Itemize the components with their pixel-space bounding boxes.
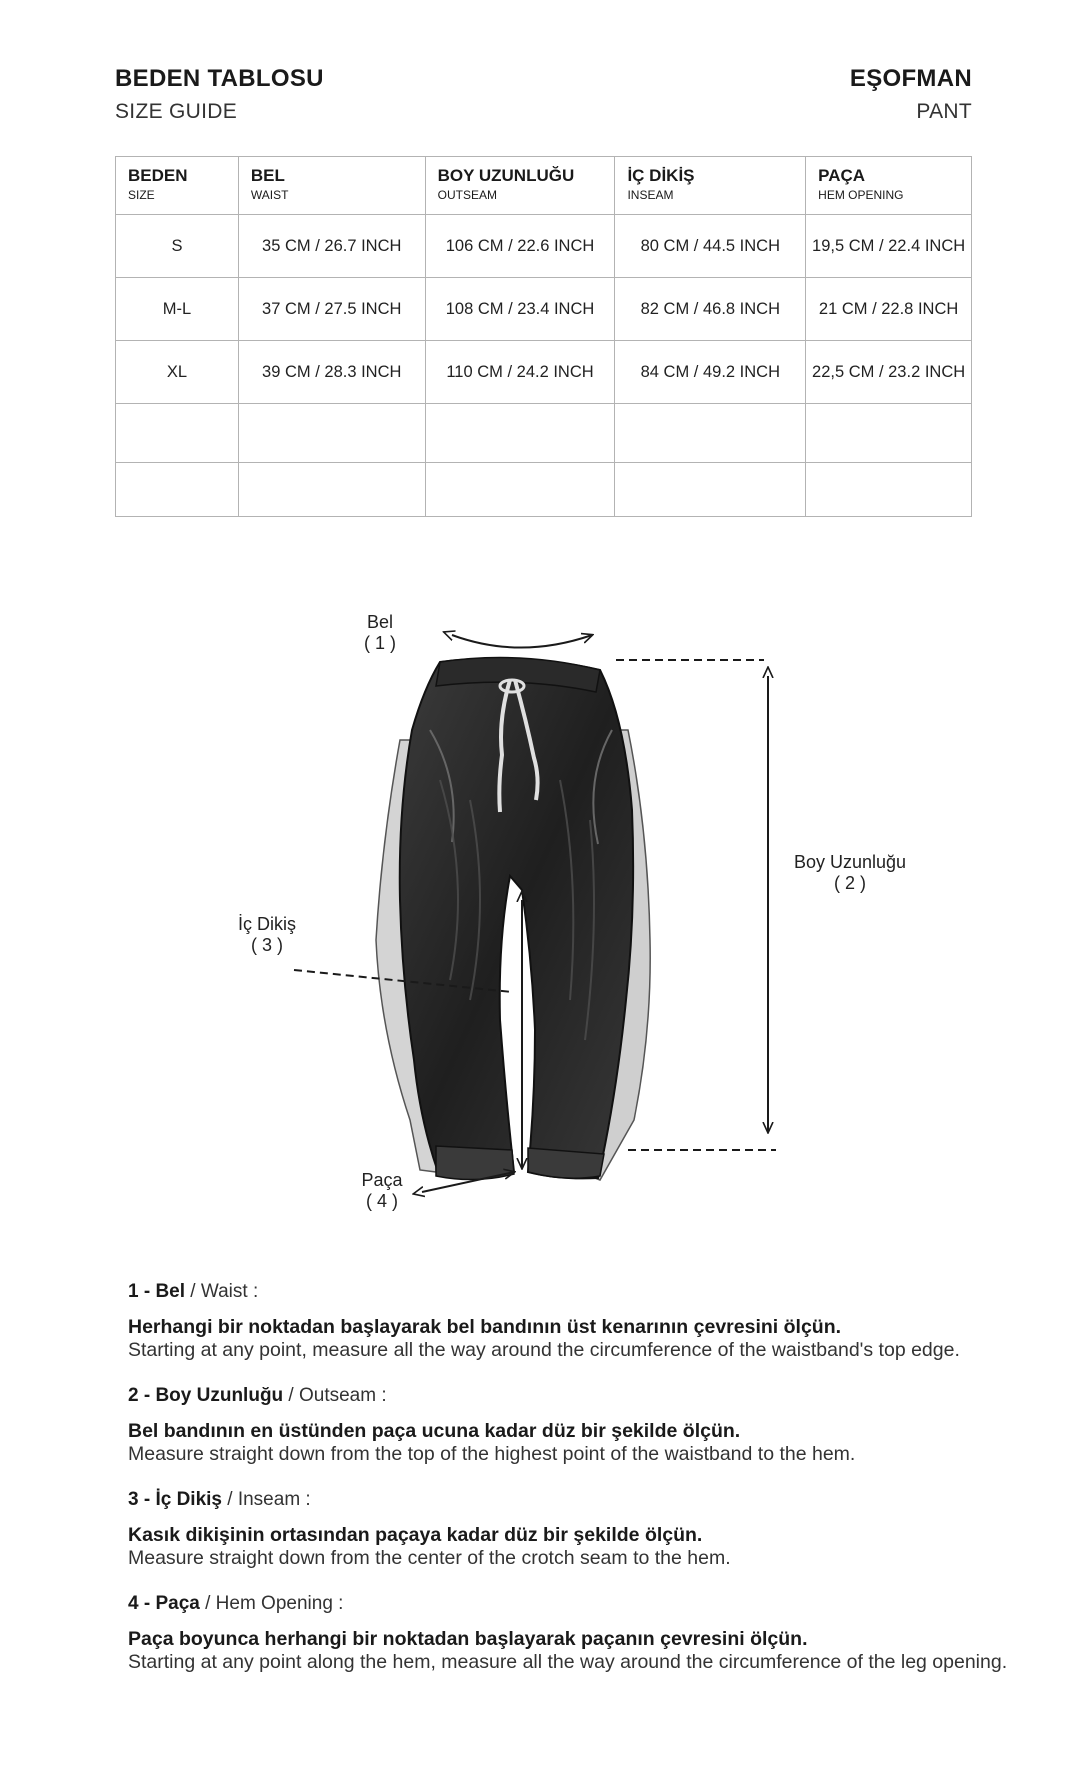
pants-illustration xyxy=(0,580,1086,1240)
product-title: EŞOFMAN xyxy=(849,65,972,92)
size-table xyxy=(115,156,972,517)
note-text-en: Measure straight down from the center of the crotch seam to the hem. xyxy=(128,1547,731,1569)
note-text-tr: Bel bandının en üstünden paça ucuna kadar düz bir şekilde ölçün. xyxy=(128,1420,741,1442)
label-ic-dikis-text: İç Dikiş xyxy=(238,914,296,934)
table-cell: S xyxy=(116,215,239,278)
note-inseam xyxy=(128,1488,1008,1570)
table-cell-empty xyxy=(806,463,972,517)
note-text-en: Starting at any point along the hem, measure all the way around the circumference of the leg opening. xyxy=(128,1651,1008,1673)
col-header-sublabel: OUTSEAM xyxy=(437,188,497,202)
table-cell-empty xyxy=(116,404,239,463)
note-number: 3 - İç Dikiş xyxy=(128,1489,222,1510)
table-cell: 82 CM / 46.8 INCH xyxy=(615,278,806,341)
note-number: 2 - Boy Uzunluğu xyxy=(128,1385,284,1406)
label-bel-number: ( 1 ) xyxy=(363,633,396,653)
note-text-tr: Herhangi bir noktadan başlayarak bel bandının üst kenarının çevresini ölçün. xyxy=(128,1316,842,1338)
note-text-en: Starting at any point, measure all the way around the circumference of the waistband's top edge. xyxy=(128,1339,960,1361)
note-number: 4 - Paça xyxy=(128,1593,200,1614)
note-outseam xyxy=(128,1384,1008,1466)
table-row xyxy=(116,278,972,341)
table-cell: 84 CM / 49.2 INCH xyxy=(615,341,806,404)
col-header-outseam xyxy=(425,157,615,215)
note-waist xyxy=(128,1280,1008,1362)
waist-arrow-icon xyxy=(452,635,592,648)
table-cell: 37 CM / 27.5 INCH xyxy=(238,278,425,341)
table-cell: 19,5 CM / 22.4 INCH xyxy=(806,215,972,278)
table-cell: 110 CM / 24.2 INCH xyxy=(425,341,615,404)
header-left xyxy=(115,62,324,128)
note-en-label: / Inseam : xyxy=(222,1489,311,1510)
table-cell-empty xyxy=(615,463,806,517)
table-row xyxy=(116,215,972,278)
table-cell: 108 CM / 23.4 INCH xyxy=(425,278,615,341)
note-text-en: Measure straight down from the top of the highest point of the waistband to the hem. xyxy=(128,1443,856,1465)
measurement-notes xyxy=(128,1280,1008,1696)
label-boy-text: Boy Uzunluğu xyxy=(793,852,907,872)
col-header-label: BEDEN xyxy=(128,166,188,185)
label-bel-text: Bel xyxy=(366,612,393,632)
table-cell-empty xyxy=(425,404,615,463)
table-row-empty xyxy=(116,404,972,463)
col-header-hem xyxy=(806,157,972,215)
table-cell: XL xyxy=(116,341,239,404)
note-en-label: / Outseam : xyxy=(283,1385,387,1406)
note-hem xyxy=(128,1592,1008,1674)
col-header-sublabel: WAIST xyxy=(250,188,289,202)
table-cell-empty xyxy=(116,463,239,517)
note-text-tr: Kasık dikişinin ortasından paçaya kadar düz bir şekilde ölçün. xyxy=(128,1524,703,1546)
col-header-label: BEL xyxy=(250,166,285,185)
col-header-size xyxy=(116,157,239,215)
measurement-diagram xyxy=(0,580,1086,1240)
label-bel xyxy=(350,612,410,654)
label-paca-text: Paça xyxy=(361,1170,403,1190)
note-heading xyxy=(128,1488,1008,1512)
page-title: BEDEN TABLOSU xyxy=(115,65,324,92)
col-header-sublabel: HEM OPENING xyxy=(818,188,904,202)
label-boy xyxy=(770,852,930,894)
col-header-label: İÇ DİKİŞ xyxy=(627,166,695,185)
col-header-sublabel: INSEAM xyxy=(627,188,674,202)
col-header-label: PAÇA xyxy=(818,166,866,185)
label-paca xyxy=(352,1170,412,1212)
table-cell-empty xyxy=(238,463,425,517)
note-number: 1 - Bel xyxy=(128,1281,186,1302)
note-heading xyxy=(128,1384,1008,1408)
note-en-label: / Waist : xyxy=(185,1281,259,1302)
table-cell-empty xyxy=(806,404,972,463)
note-text-tr: Paça boyunca herhangi bir noktadan başlayarak paçanın çevresini ölçün. xyxy=(128,1628,808,1650)
col-header-waist xyxy=(238,157,425,215)
table-cell-empty xyxy=(425,463,615,517)
col-header-sublabel: SIZE xyxy=(128,188,155,202)
col-header-label: BOY UZUNLUĞU xyxy=(437,166,575,185)
header xyxy=(115,62,972,132)
table-cell: 106 CM / 22.6 INCH xyxy=(425,215,615,278)
note-en-label: / Hem Opening : xyxy=(199,1593,344,1614)
table-cell: 22,5 CM / 23.2 INCH xyxy=(806,341,972,404)
label-ic-dikis-number: ( 3 ) xyxy=(250,935,283,955)
header-right xyxy=(850,62,972,128)
product-subtitle: PANT xyxy=(916,100,972,123)
table-cell: 35 CM / 26.7 INCH xyxy=(238,215,425,278)
col-header-inseam xyxy=(615,157,806,215)
label-paca-number: ( 4 ) xyxy=(365,1191,398,1211)
table-cell: 21 CM / 22.8 INCH xyxy=(806,278,972,341)
label-boy-number: ( 2 ) xyxy=(833,873,866,893)
table-row-empty xyxy=(116,463,972,517)
table-header-row xyxy=(116,157,972,215)
note-heading xyxy=(128,1592,1008,1616)
table-cell-empty xyxy=(615,404,806,463)
table-cell: 80 CM / 44.5 INCH xyxy=(615,215,806,278)
table-cell: M-L xyxy=(116,278,239,341)
table-cell: 39 CM / 28.3 INCH xyxy=(238,341,425,404)
label-ic-dikis xyxy=(222,914,312,956)
table-cell-empty xyxy=(238,404,425,463)
note-heading xyxy=(128,1280,1008,1304)
pants-icon xyxy=(376,658,650,1181)
table-row xyxy=(116,341,972,404)
page-subtitle: SIZE GUIDE xyxy=(115,100,238,123)
